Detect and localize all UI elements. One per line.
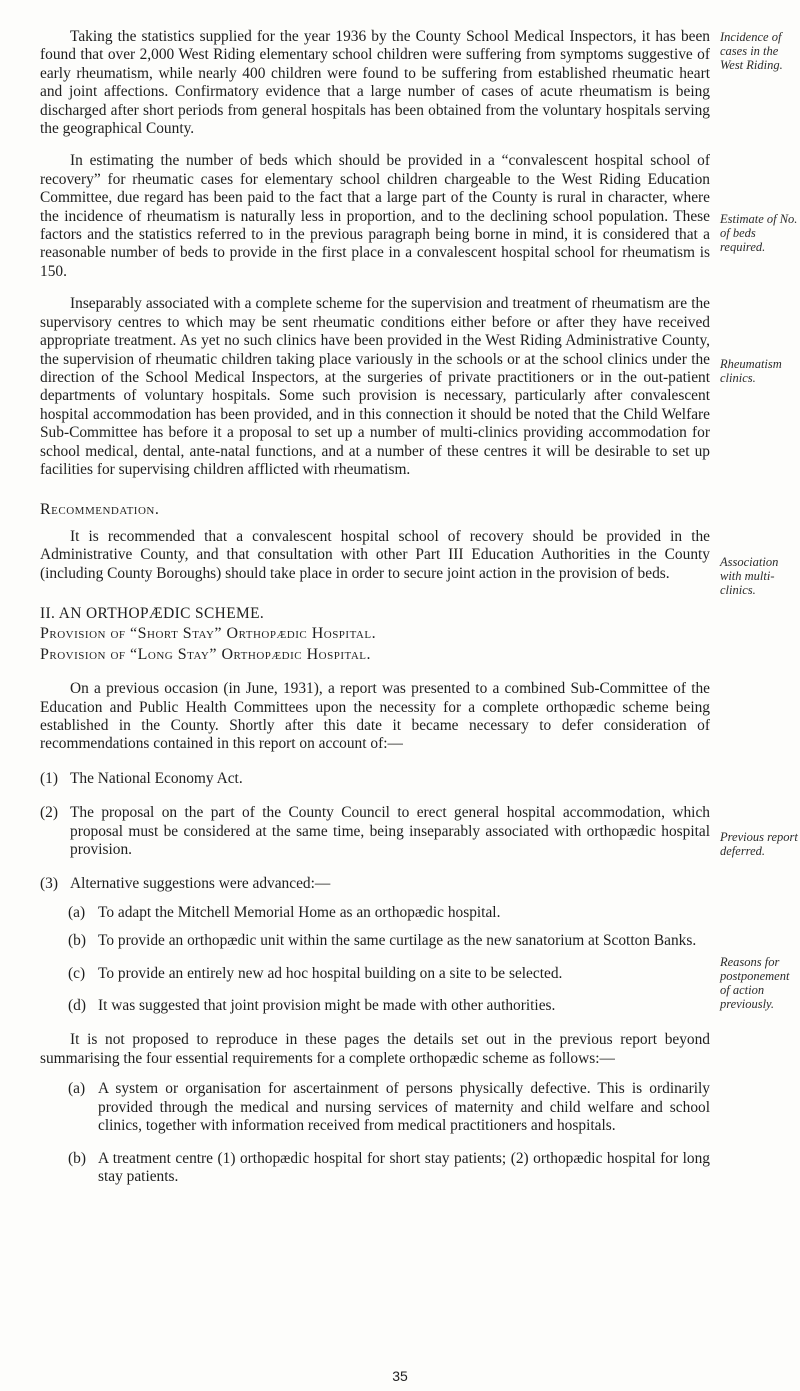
- alternative-item: [68, 904, 710, 922]
- alternative-letter: (d): [68, 997, 86, 1015]
- paragraph-estimate: In estimating the number of beds which should be provided in a “convalescent hospital school of recovery” for rheumatic cases for elementary school children chargeable to the West Riding Education Committee, due regard has been paid to the fact that a large part of the County is rural in character, where the incidence of rheumatism is naturally less in proportion, and to the declining school population. These factors and the statistics referred to in the previous paragraph being borne in mind, it is considered that a reasonable number of beds to provide in the first place in a convalescent hospital school for rheumatism is 150.: [40, 152, 710, 280]
- margin-note-reasons: Reasons for postponement of action previously.: [720, 955, 790, 1011]
- margin-note-association: Association with multi-clinics.: [720, 555, 779, 597]
- paragraph-incidence: Taking the statistics supplied for the year 1936 by the County School Medical Inspectors, it has been found that over 2,000 West Riding elementary school children were suffering from symptoms suggestive of early rheumatism, while nearly 400 children were found to be suffering from established rheumatic heart and joint affections. Confirmatory evidence that a large number of cases of acute rheumatism is being discharged after short periods from general hospitals has been obtained from the voluntary hospitals serving the geographical County.: [40, 28, 710, 138]
- reason-item: [40, 770, 710, 788]
- alternative-text: To adapt the Mitchell Memorial Home as an orthopædic hospital.: [98, 903, 501, 921]
- provision-short-stay: Provision of “Short Stay” Orthopædic Hospital.: [40, 625, 377, 643]
- main-text-column: [40, 28, 710, 1186]
- section-heading: II. AN ORTHOPÆDIC SCHEME.: [40, 604, 265, 622]
- alternative-letter: (c): [68, 964, 86, 982]
- paragraph-summary: It is not proposed to reproduce in these pages the details set out in the previous report beyond summarising the four essential requirements for a complete orthopædic scheme as follows:—: [40, 1031, 710, 1067]
- recommendation-heading: Recommendation.: [40, 501, 160, 519]
- alternative-text: To provide an entirely new ad hoc hospital building on a site to be selected.: [98, 964, 563, 982]
- requirement-item: [68, 1150, 710, 1187]
- provision-long-stay: Provision of “Long Stay” Orthopædic Hospital.: [40, 645, 372, 663]
- alternative-item: [68, 932, 710, 950]
- reason-text: The National Economy Act.: [70, 769, 243, 787]
- alternative-item: [68, 965, 710, 983]
- paragraph-recommendation: It is recommended that a convalescent hospital school of recovery should be provided in the Administrative County, and that consultation with other Part III Education Authorities in the County (including County Boroughs) should take place in order to secure joint action in the provision of beds.: [40, 527, 710, 582]
- requirement-letter: (a): [68, 1080, 86, 1098]
- paragraph-previous-occasion: On a previous occasion (in June, 1931), a report was presented to a combined Sub-Committee of the Education and Public Health Committees upon the necessity for a complete orthopædic scheme being established in the County. Shortly after this date it became necessary to defer consideration of recommendations contained in this report on account of:—: [40, 680, 710, 753]
- margin-note-previous-report: Previous report deferred.: [720, 830, 798, 858]
- page-number: 35: [392, 1368, 408, 1384]
- alternative-letter: (b): [68, 932, 86, 950]
- reason-text: The proposal on the part of the County Council to erect general hospital accommodation, which proposal must be considered at the same time, being inseparably associated with orthopædic hospital provision.: [70, 804, 710, 859]
- requirement-item: [68, 1080, 710, 1135]
- margin-note-rheumatism-clinics: Rheumatism clinics.: [720, 357, 782, 385]
- reason-number: (1): [40, 769, 58, 787]
- requirement-text: A system or organisation for ascertainment of persons physically defective. This is ordinarily provided through the medical and nursing services of maternity and child welfare and school clinics, together with information received from medical practitioners and hospitals.: [98, 1080, 710, 1135]
- margin-note-incidence: Incidence of cases in the West Riding.: [720, 30, 783, 72]
- reason-item: [40, 804, 710, 859]
- alternative-text: It was suggested that joint provision might be made with other authorities.: [98, 997, 556, 1015]
- reason-text: Alternative suggestions were advanced:—: [70, 875, 331, 893]
- alternative-item: [68, 997, 710, 1015]
- alternative-letter: (a): [68, 903, 86, 921]
- reason-item: [40, 875, 710, 893]
- paragraph-supervision: Inseparably associated with a complete scheme for the supervision and treatment of rheumatism are the supervisory centres to which may be sent rheumatic conditions either before or after they have received appropriate treatment. As yet no such clinics have been provided in the West Riding Administrative County, the supervision of rheumatic children taking place variously in the schools or at the school clinics under the direction of the School Medical Inspectors, at the surgeries of private practitioners or in the out-patient departments of voluntary hospitals. Some such provision is necessary, particularly after convalescent hospital accommodation has been provided, and in this connection it should be noted that the Child Welfare Sub-Committee has before it a proposal to set up a number of multi-clinics providing accommodation for school medical, dental, ante-natal functions, and at a number of these centres it will be desirable to set up facilities for supervising children afflicted with rheumatism.: [40, 295, 710, 478]
- reason-number: (3): [40, 875, 58, 893]
- reason-number: (2): [40, 804, 58, 822]
- margin-note-estimate: Estimate of No. of beds required.: [720, 212, 798, 254]
- requirement-letter: (b): [68, 1149, 86, 1167]
- requirement-text: A treatment centre (1) orthopædic hospital for short stay patients; (2) orthopædic hospital for long stay patients.: [98, 1149, 710, 1185]
- alternative-text: To provide an orthopædic unit within the same curtilage as the new sanatorium at Scotton Banks.: [98, 932, 697, 950]
